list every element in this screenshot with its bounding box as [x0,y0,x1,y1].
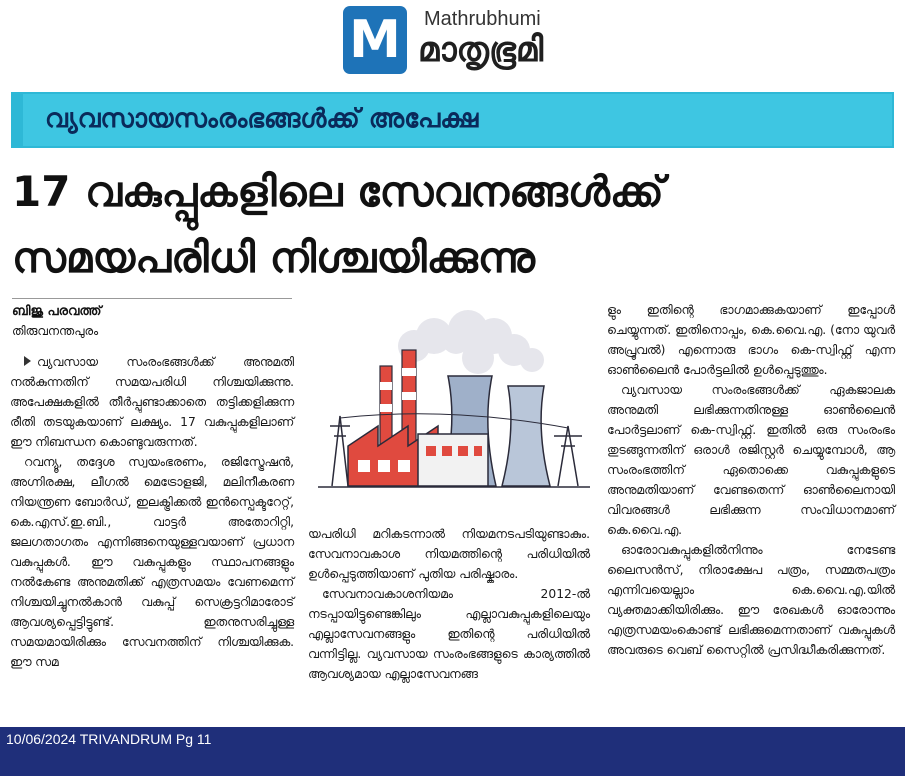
paragraph: സേവനാവകാശനിയമം 2012-ൽ നടപ്പായിട്ടുണ്ടെങ്കിലും എല്ലാവകുപ്പുകളിലെയും എല്ലാസേവനങ്ങളും ഇതിന്റെ പരിധിയിൽ വന്നിട്ടില്ല. വ്യവസായ സംരംഭങ്ങളുടെ കാര്യത്തിൽ ആവശ്യമായ എല്ലാസേവനങ്ങ [308,587,590,681]
headline-line-1: 17 വകുപ്പുകളിലെ സേവനങ്ങൾക്ക് [12,167,664,216]
mathrubhumi-logo-icon [343,6,407,74]
smoke-icon [398,310,544,374]
factory-building-icon [348,426,488,486]
kicker-banner [11,92,894,148]
brand-english: Mathrubhumi [424,8,541,30]
paragraph: ഓരോവകുപ്പുകളിൽനിന്നും നേടേണ്ട ലൈസൻസ്, നിരാക്ഷേപ പത്രം, സമ്മതപത്രം എന്നിവയെല്ലാം കെ.വൈ.എ.യിൽ വ്യക്തമാക്കിയിരിക്കും. ഈ രേഖകൾ ഓരോന്നും എത്രസമയംകൊണ്ട് ലഭിക്കുമെന്നതാണ് വകുപ്പുകൾ അവരുടെ വെബ് സൈറ്റിൽ പ്രസിദ്ധീകരിക്കുന്നത്. [607,543,895,657]
paragraph: ളും ഇതിന്റെ ഭാഗമാക്കുകയാണ് ഇപ്പോൾ ചെയ്യുന്നത്. ഇതിനൊപ്പം, കെ.വൈ.എ. (നോ യുവർ അപ്രൂവൽ) എന്നൊരു ഭാഗം കെ-സ്വിഫ്റ്റ് എന്ന ഓൺലൈൻ പോർട്ടലിൽ ഉൾപ്പെടുത്തും. [607,303,895,377]
dateline: തിരുവനന്തപുരം [12,324,99,338]
factory-illustration-icon [318,306,590,516]
paragraph-text: വ്യവസായ സംരംഭങ്ങൾക്ക് അനുമതി നൽകുന്നതിന് സമയപരിധി നിശ്ചയിക്കുന്നു. അപേക്ഷകളിൽ തീർപ്പുണ്ടാക്കാതെ തട്ടിക്കളിക്കുന്ന രീതി തടയുകയാണ് ലക്ഷ്യം. 17 വകുപ്പുകളിലാണ് ഈ നിബന്ധന കൊണ്ടുവരുന്നത്. [10,355,294,449]
paragraph: റവന്യൂ, തദ്ദേശ സ്വയംഭരണം, രജിസ്ട്രേഷൻ, അഗ്നിരക്ഷ, ലീഗൽ മെട്രോളജി, മലിനീകരണ നിയന്ത്രണ ബോർഡ്, ഇലക്ട്രിക്കൽ ഇൻസ്പെക്ടറേറ്റ്, കെ.എസ്.ഇ.ബി., വാട്ടർ അതോറിറ്റി, ജലഗതാഗതം എന്നിങ്ങനെയുള്ളവയാണ് പ്രധാന വകുപ്പുകൾ. ഈ വകുപ്പുകളും സ്ഥാപനങ്ങളും നൽകേണ്ട അനുമതിക്ക് എത്രസമയം വേണമെന്ന് നിശ്ചയിച്ചുനൽകാൻ വകുപ്പ് സെക്രട്ടറിമാരോട് ആവശ്യപ്പെട്ടിട്ടുണ്ട്. ഇതനുസരിച്ചുള്ള സമയമായിരിക്കും സേവനത്തിന് നിശ്ചയിക്കുക. ഈ സമ [10,455,294,669]
arrow-icon [24,356,31,366]
article-column-1 [10,352,294,672]
kicker-inner [23,94,892,146]
byline: ബിജു പരവത്ത് [12,304,102,319]
footer-bar [0,727,905,776]
headline-line-2: സമയപരിധി നിശ്ചയിക്കുന്നു [12,233,535,282]
masthead [0,0,905,84]
article-column-2 [308,524,590,684]
logo-letter: M [349,10,401,70]
paragraph: യപരിധി മറികടന്നാൽ നിയമനടപടിയുണ്ടാകും. സേവനാവകാശ നിയമത്തിന്റെ പരിധിയിൽ ഉൾപ്പെടുത്തിയാണ് പുതിയ പരിഷ്കാരം. [308,527,590,581]
paragraph: വ്യവസായ സംരംഭങ്ങൾക്ക് ഏകജാലക അനുമതി ലഭിക്കുന്നതിനുള്ള ഓൺലൈൻ പോർട്ടലാണ് കെ-സ്വിഫ്റ്റ്. ഇതിൽ ഒരു സംരംഭം തുടങ്ങുന്നതിന് ഒരാൾ രജിസ്റ്റർ ചെയ്യുമ്പോൾ, ആ സംരംഭത്തിന് ഏതൊക്കെ വകുപ്പുകളുടെ അനുമതിയാണ് വേണ്ടതെന്ന് ഓൺലൈനായി വിവരങ്ങൾ ലഭിക്കുന്ന സംവിധാനമാണ് കെ.വൈ.എ. [607,383,895,537]
byline-divider [12,298,292,299]
kicker-text: വ്യവസായസംരംഭങ്ങൾക്ക് അപേക്ഷ [45,104,479,134]
article-column-3 [607,300,895,660]
edition-info: 10/06/2024 TRIVANDRUM Pg 11 [6,731,212,747]
brand-malayalam: മാതൃഭൂമി [418,30,544,70]
paragraph [10,352,294,452]
